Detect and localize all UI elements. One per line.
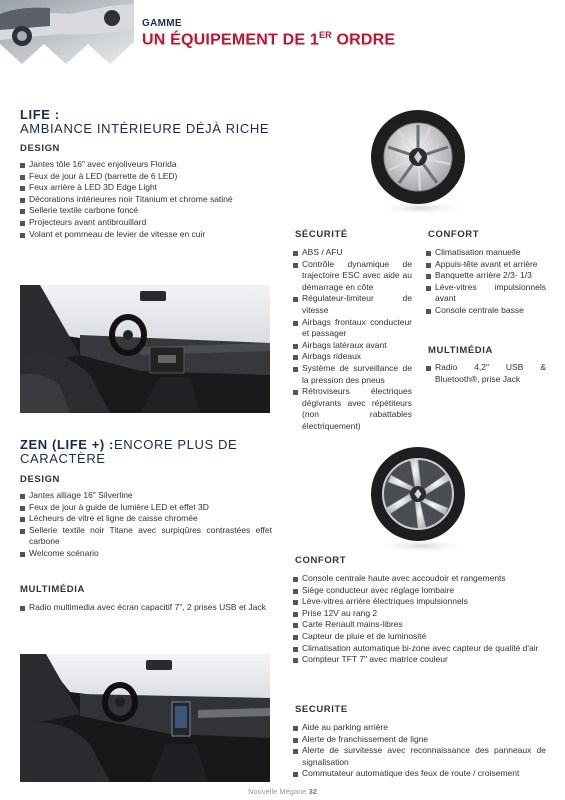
feature-item: Lève-vitres impulsionnels avant <box>426 282 546 305</box>
feature-item: Feux de jour à guide de lumière LED et effet 3D <box>20 502 272 514</box>
feature-item: Banquette arrière 2/3- 1/3 <box>426 270 546 282</box>
zen-securite-list <box>293 722 546 780</box>
zen-confort-list <box>293 573 546 666</box>
zen-confort-heading: CONFORT <box>295 555 347 566</box>
feature-item: Contrôle dynamique de trajectoire ESC avec aide au démarrage en côte <box>293 259 412 294</box>
feature-item: Climatisation manuelle <box>426 247 546 259</box>
feature-item: Sellerie textile noir Titane avec surpiqûres contrastées effet carbone <box>20 525 272 548</box>
feature-item: Feux de jour à LED (barrette de 6 LED) <box>20 171 280 183</box>
feature-item: Console centrale haute avec accoudoir et rangements <box>293 573 546 585</box>
feature-item: Welcome scénario <box>20 548 272 560</box>
feature-item: ABS / AFU <box>293 247 412 259</box>
feature-item: Volant et pommeau de levier de vitesse en cuir <box>20 229 280 241</box>
feature-item: Rétroviseurs électriques dégivrants avec répétiteurs (non rabattables électriquement) <box>293 386 412 432</box>
wheel-steel-florida-photo <box>370 102 470 222</box>
feature-item: Radio multimedia avec écran capacitif 7", 2 prises USB et Jack <box>20 602 272 614</box>
feature-item: Siège conducteur avec réglage lombaire <box>293 585 546 597</box>
zen-design-heading: DESIGN <box>20 474 61 485</box>
life-confort-list <box>426 247 546 317</box>
feature-item: Feux arrière à LED 3D Edge Light <box>20 182 280 194</box>
feature-item: Lève-vitres arrière électriques impulsionnels <box>293 596 546 608</box>
header-car-photo <box>0 0 134 64</box>
feature-item: Sellerie textile carbone foncé <box>20 205 280 217</box>
life-title: LIFE : AMBIANCE INTÉRIEURE DÉJÀ RICHE <box>20 107 270 136</box>
life-securite-list <box>293 247 412 433</box>
life-multimedia-list <box>426 362 546 385</box>
feature-item: Airbags frontaux conducteur et passager <box>293 317 412 340</box>
feature-item: Lécheurs de vitre et ligne de caisse chromée <box>20 513 272 525</box>
life-multimedia-heading: MULTIMÉDIA <box>428 345 493 356</box>
feature-item: Aide au parking arrière <box>293 722 546 734</box>
feature-item: Alerte de franchissement de ligne <box>293 734 546 746</box>
feature-item: Régulateur-limiteur de vitesse <box>293 293 412 316</box>
zen-interior-photo <box>20 654 270 782</box>
feature-item: Airbags rideaux <box>293 351 412 363</box>
life-design-heading: DESIGN <box>20 143 61 154</box>
feature-item: Prise 12V au rang 2 <box>293 608 546 620</box>
wheel-silverline-alloy-photo <box>370 438 470 558</box>
footer-label: Nouvelle Mégane <box>248 787 307 796</box>
feature-item: Console centrale basse <box>426 305 546 317</box>
feature-item: Appuis-tête avant et arrière <box>426 259 546 271</box>
page-number: 32 <box>308 787 317 796</box>
feature-item: Capteur de pluie et de luminosité <box>293 631 546 643</box>
feature-item: Airbags latéraux avant <box>293 340 412 352</box>
life-confort-heading: CONFORT <box>428 229 480 240</box>
page-title: UN ÉQUIPEMENT DE 1ER ORDRE <box>142 30 396 49</box>
life-securite-heading: SÉCURITÉ <box>295 229 348 240</box>
feature-item: Système de surveillance de la pression des pneus <box>293 363 412 386</box>
feature-item: Alerte de survitesse avec reconnaissance des panneaux de signalisation <box>293 745 546 768</box>
page-footer <box>0 787 565 796</box>
feature-item: Projecteurs avant antibrouillard <box>20 217 280 229</box>
life-interior-photo <box>20 285 270 413</box>
section-category: GAMME <box>142 18 182 29</box>
feature-item: Décorations intérieures noir Titanium et chrome satiné <box>20 194 280 206</box>
feature-item: Jantes tôle 16" avec enjoliveurs Florida <box>20 159 280 171</box>
life-design-list <box>20 159 280 240</box>
feature-item: Commutateur automatique des feux de route / croisement <box>293 768 546 780</box>
zen-multimedia-heading: MULTIMÉDIA <box>20 584 85 595</box>
feature-item: Compteur TFT 7" avec matrice couleur <box>293 654 546 666</box>
feature-item: Jantes alliage 16" Silverline <box>20 490 272 502</box>
zen-design-list <box>20 490 272 560</box>
feature-item: Climatisation automatique bi-zone avec capteur de qualité d'air <box>293 643 546 655</box>
zen-multimedia-list <box>20 602 272 614</box>
zen-securite-heading: SECURITE <box>295 704 348 715</box>
zen-title: ZEN (LIFE +) :ENCORE PLUS DE CARACTÈRE <box>20 437 238 466</box>
feature-item: Carte Renault mains-libres <box>293 619 546 631</box>
feature-item: Radio 4,2" USB & Bluetooth®, prise Jack <box>426 362 546 385</box>
